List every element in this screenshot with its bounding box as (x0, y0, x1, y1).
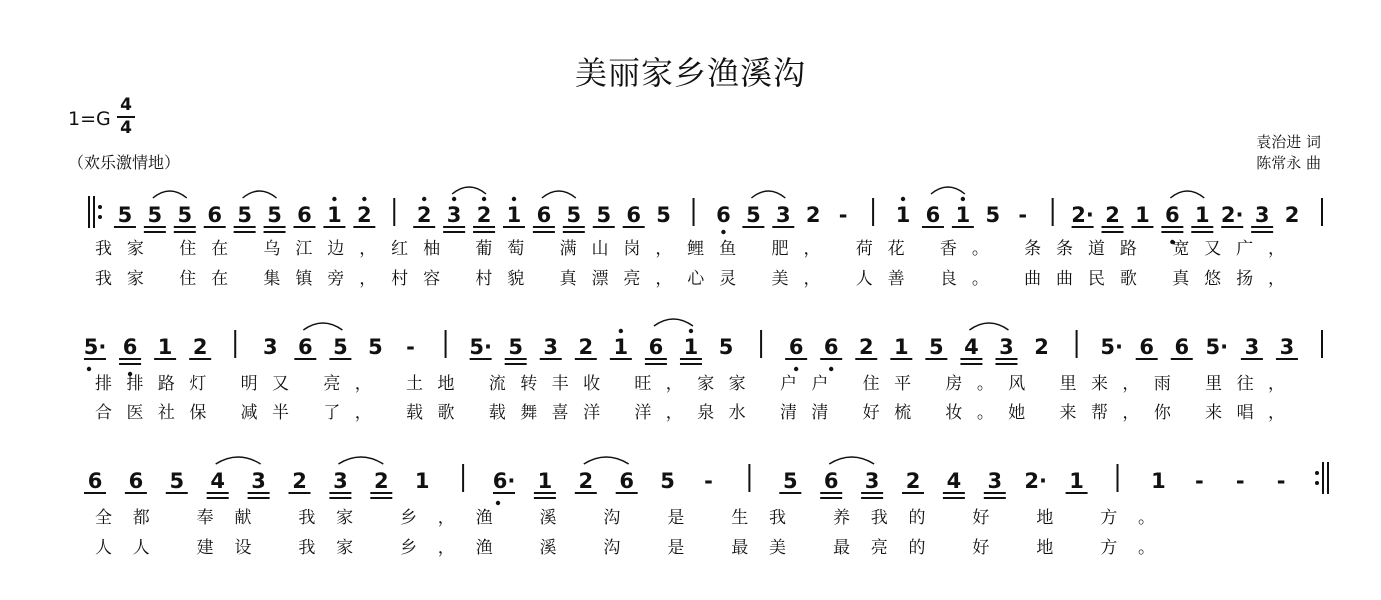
slur (216, 457, 261, 464)
composer: 陈常永 曲 (1256, 154, 1321, 172)
note: 5 (746, 203, 761, 227)
slur (542, 191, 576, 198)
note: 2 (192, 335, 208, 359)
note: 5 (596, 203, 612, 227)
repeat-dot (98, 215, 102, 219)
note: 2 (905, 469, 921, 493)
high-octave-dot (901, 197, 905, 201)
slur (338, 457, 383, 464)
note: 5· (1100, 335, 1123, 359)
note: 1 (895, 203, 911, 227)
note: 6 (619, 469, 635, 493)
dash: - (406, 335, 415, 359)
note: 5· (469, 335, 492, 359)
note: 6 (128, 469, 144, 493)
high-octave-dot (512, 197, 516, 201)
note: 3 (1254, 203, 1270, 227)
time-numerator: 4 (120, 95, 132, 115)
note: 4 (210, 469, 226, 493)
note: 3 (1279, 335, 1295, 359)
note: 6 (536, 203, 552, 227)
slur (243, 191, 277, 198)
note: 6 (648, 335, 664, 359)
note: 6 (1139, 335, 1155, 359)
low-octave-dot (794, 367, 798, 371)
note: 1 (414, 469, 430, 493)
note: 6 (823, 335, 839, 359)
slur (931, 187, 965, 194)
note: 6 (716, 203, 731, 227)
note: 6 (298, 335, 313, 359)
note: 6 (823, 469, 839, 493)
note: 5 (566, 203, 582, 227)
note: 2 (357, 203, 372, 227)
note: 2· (1024, 469, 1047, 493)
note: 1 (327, 203, 342, 227)
dash: - (1276, 469, 1286, 493)
note: 2 (373, 469, 389, 493)
note: 5 (656, 203, 671, 227)
dash: - (704, 469, 713, 493)
note: 1 (1194, 203, 1210, 227)
high-octave-dot (619, 329, 623, 333)
note: 2 (858, 335, 874, 359)
note: 1 (894, 335, 909, 359)
note: 5 (782, 469, 798, 493)
tempo-marking: （欢乐激情地） (68, 153, 181, 172)
note: 1 (1151, 469, 1166, 493)
song-title: 美丽家乡渔溪沟 (574, 54, 806, 92)
slur (452, 187, 486, 194)
note: 5 (660, 469, 675, 493)
note: 1 (1135, 203, 1150, 227)
note: 6 (626, 203, 641, 227)
note: 3 (251, 469, 266, 493)
note: 3 (333, 469, 348, 493)
note: 5 (508, 335, 523, 359)
key-signature: 1=G (68, 108, 111, 130)
slur (654, 319, 693, 326)
note: 3 (864, 469, 880, 493)
note: 5 (177, 203, 193, 227)
high-octave-dot (452, 197, 456, 201)
note: 2 (1105, 203, 1120, 227)
note: 6 (297, 203, 312, 227)
note: 3 (999, 335, 1014, 359)
slur (969, 323, 1008, 330)
slur (153, 191, 187, 198)
low-octave-dot (87, 367, 91, 371)
low-octave-dot (721, 230, 725, 234)
note: 6 (925, 203, 941, 227)
note: 5· (83, 335, 107, 359)
note: 5 (929, 335, 944, 359)
note: 6 (1174, 335, 1190, 359)
slur (1170, 191, 1204, 198)
note: 2· (1220, 203, 1244, 227)
dash: - (1194, 469, 1204, 493)
slur (584, 457, 629, 464)
note: 3 (543, 335, 559, 359)
note: 2 (476, 203, 492, 227)
low-octave-dot (829, 367, 833, 371)
note: 6 (1165, 203, 1180, 227)
repeat-dot (1315, 481, 1319, 485)
note: 1 (157, 335, 173, 359)
dash: - (838, 203, 848, 227)
dash: - (1018, 203, 1028, 227)
note: 6 (122, 335, 138, 359)
note: 2 (578, 469, 594, 493)
note: 3 (776, 203, 791, 227)
note: 5 (368, 335, 383, 359)
note: 5 (147, 203, 163, 227)
high-octave-dot (961, 197, 965, 201)
repeat-dot (98, 205, 102, 209)
dash: - (1235, 469, 1245, 493)
lyric-line: 我家 住在 集镇旁，村容 村貌 真漂亮，心灵 美， 人善 良。 曲曲民歌 真悠扬， (95, 269, 1285, 289)
note: 5 (237, 203, 252, 227)
note: 5 (169, 469, 185, 493)
high-octave-dot (689, 329, 693, 333)
slur (751, 191, 785, 198)
note: 6 (788, 335, 804, 359)
note: 1 (683, 335, 699, 359)
lyric-line: 排排路灯 明又 亮， 土地 流转丰收 旺，家家 户户 住平 房。风 里来，雨 里往， (95, 374, 1285, 394)
lyricist: 袁治进 词 (1256, 133, 1321, 151)
lyric-line: 人人 建设 我家 乡，渔 溪 沟 是 最美 最亮的 好 地 方。 (95, 538, 1155, 558)
note: 2 (1284, 203, 1300, 227)
repeat-dot (1315, 471, 1319, 475)
note: 1 (613, 335, 629, 359)
lyric-line: 全都 奉献 我家 乡，渔 溪 沟 是 生我 养我的 好 地 方。 (95, 508, 1155, 528)
note: 6 (87, 469, 103, 493)
note: 2 (578, 335, 594, 359)
high-octave-dot (482, 197, 486, 201)
note: 4 (964, 335, 979, 359)
high-octave-dot (422, 197, 426, 201)
note: 3 (987, 469, 1003, 493)
note: 5 (117, 203, 133, 227)
note: 6 (207, 203, 223, 227)
note: 2· (1071, 203, 1094, 227)
note: 5 (267, 203, 282, 227)
note: 1 (506, 203, 522, 227)
note: 1 (537, 469, 553, 493)
note: 2 (1034, 335, 1049, 359)
note: 3 (446, 203, 462, 227)
high-octave-dot (362, 197, 366, 201)
low-octave-dot (496, 501, 500, 505)
note: 3 (1244, 335, 1260, 359)
lyric-line: 我家 住在 乌江边，红柚 葡萄 满山岗，鲤鱼 肥， 荷花 香。 条条道路 宽又广， (95, 239, 1285, 259)
slur (829, 457, 874, 464)
note: 6· (492, 469, 516, 493)
note: 5 (718, 335, 734, 359)
note: 1 (1069, 469, 1084, 493)
note: 5 (333, 335, 348, 359)
note: 5 (985, 203, 1001, 227)
high-octave-dot (332, 197, 336, 201)
note: 5· (1205, 335, 1229, 359)
slur (303, 323, 342, 330)
note: 1 (955, 203, 971, 227)
note: 2 (805, 203, 821, 227)
lyric-line: 合医社保 减半 了， 载歌 载舞喜洋 洋，泉水 清清 好梳 妆。她 来帮，你 来唱， (95, 403, 1285, 423)
note: 4 (946, 469, 962, 493)
time-denominator: 4 (120, 118, 132, 138)
note: 2 (292, 469, 307, 493)
note: 2 (416, 203, 432, 227)
note: 3 (262, 335, 278, 359)
